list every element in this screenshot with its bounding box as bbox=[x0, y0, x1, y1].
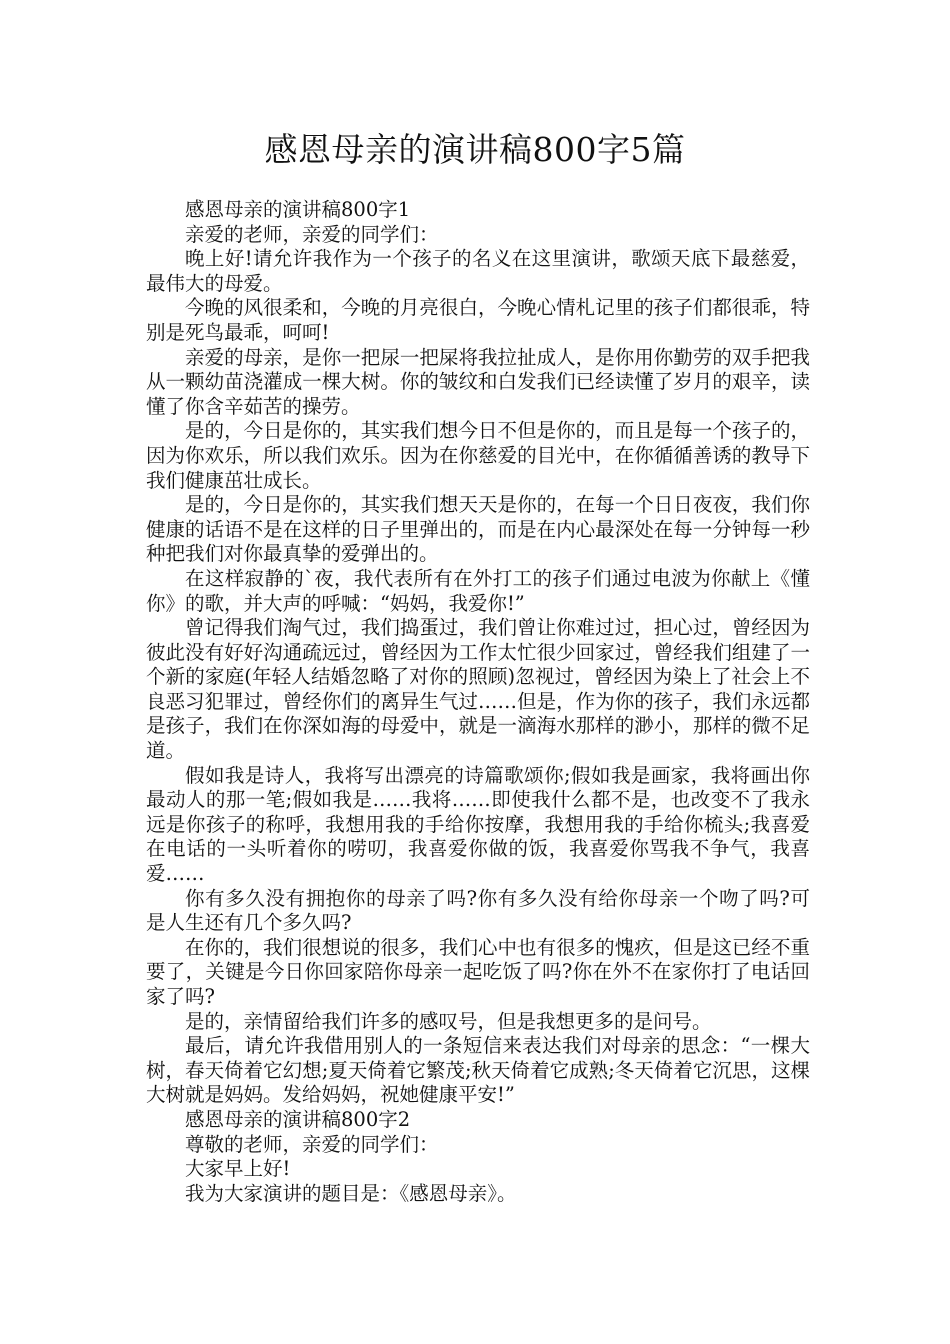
salutation-paragraph: 尊敬的老师，亲爱的同学们： bbox=[185, 1132, 439, 1156]
section-heading-1: 感恩母亲的演讲稿800字1 bbox=[185, 198, 411, 221]
document-body bbox=[146, 198, 810, 1206]
body-paragraph: 是的，今日是你的，其实我们想天天是你的，在每一个日日夜夜，我们你健康的话语不是在这样的日子里弹出的，而是在内心最深处在每一分钟每一秒种把我们对你最真挚的爱弹出的。 bbox=[146, 493, 810, 566]
body-paragraph: 亲爱的母亲，是你一把尿一把屎将我拉扯成人，是你用你勤劳的双手把我从一颗幼苗浇灌成一棵大树。你的皱纹和白发我们已经读懂了岁月的艰辛，读懂了你含辛茹苦的操劳。 bbox=[146, 345, 810, 418]
document-title: 感恩母亲的演讲稿800字5篇 bbox=[264, 130, 686, 169]
body-paragraph: 假如我是诗人，我将写出漂亮的诗篇歌颂你;假如我是画家，我将画出你最动人的那一笔;假如我是……我将……即使我什么都不是，也改变不了我永远是你孩子的称呼，我想用我的手给你按摩，我想用我的手给你梳头;我喜爱在电话的一头听着你的唠叨，我喜爱你做的饭，我喜爱你骂我不争气，我喜爱…… bbox=[146, 763, 810, 886]
body-paragraph: 晚上好!请允许我作为一个孩子的名义在这里演讲，歌颂天底下最慈爱，最伟大的母爱。 bbox=[146, 247, 810, 295]
body-paragraph: 是的，亲情留给我们许多的感叹号，但是我想更多的是问号。 bbox=[185, 1009, 712, 1033]
body-paragraph: 是的，今日是你的，其实我们想今日不但是你的，而且是每一个孩子的，因为你欢乐，所以我们欢乐。因为在你慈爱的目光中，在你循循善诱的教导下我们健康茁壮成长。 bbox=[146, 419, 810, 492]
body-paragraph: 在这样寂静的`夜，我代表所有在外打工的孩子们通过电波为你献上《懂你》的歌，并大声的呼喊：“妈妈，我爱你!” bbox=[146, 566, 810, 615]
body-paragraph: 你有多久没有拥抱你的母亲了吗?你有多久没有给你母亲一个吻了吗?可是人生还有几个多久吗? bbox=[146, 886, 810, 935]
body-paragraph: 最后，请允许我借用别人的一条短信来表达我们对母亲的思念：“一棵大树，春天倚着它幻想;夏天倚着它繁茂;秋天倚着它成熟;冬天倚着它沉思，这棵大树就是妈妈。发给妈妈，祝她健康平安!” bbox=[146, 1034, 810, 1107]
section-heading-2: 感恩母亲的演讲稿800字2 bbox=[185, 1107, 411, 1131]
body-paragraph: 我为大家演讲的题目是：《感恩母亲》。 bbox=[185, 1181, 517, 1205]
body-paragraph: 今晚的风很柔和，今晚的月亮很白，今晚心情札记里的孩子们都很乖，特别是死鸟最乖，呵呵! bbox=[146, 296, 810, 344]
greeting-paragraph: 大家早上好! bbox=[185, 1157, 291, 1181]
body-paragraph: 曾记得我们淘气过，我们捣蛋过，我们曾让你难过过，担心过，曾经因为彼此没有好好沟通疏远过，曾经因为工作太忙很少回家过，曾经我们组建了一个新的家庭(年轻人结婚忽略了对你的照顾)忽视过，曾经因为染上了社会上不良恶习犯罪过，曾经你们的离异生气过……但是，作为你的孩子，我们永远都是孩子，我们在你深如海的母爱中，就是一滴海水那样的渺小，那样的微不足道。 bbox=[146, 616, 810, 763]
body-paragraph: 在你的，我们很想说的很多，我们心中也有很多的愧疚，但是这已经不重要了，关键是今日你回家陪你母亲一起吃饭了吗?你在外不在家你打了电话回家了吗? bbox=[146, 935, 810, 1008]
salutation-paragraph: 亲爱的老师，亲爱的同学们： bbox=[185, 222, 439, 246]
